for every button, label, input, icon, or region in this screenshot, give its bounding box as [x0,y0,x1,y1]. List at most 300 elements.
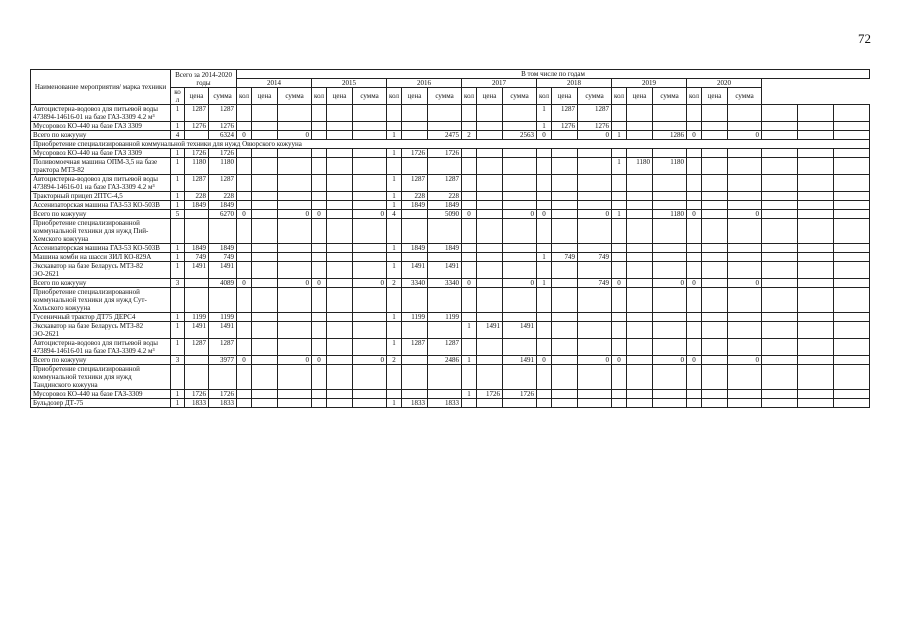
cell-qty: 1 [171,313,185,322]
cell-sum: 0 [353,356,387,365]
cell-price [185,365,209,390]
cell-sum [728,322,762,339]
cell-qty [762,158,798,175]
cell-sum [834,279,870,288]
row-name: Экскаватор на базе Беларусь МТЗ-82 ЭО-2621 [31,322,171,339]
cell-sum: 1833 [428,399,462,408]
cell-sum: 0 [503,210,537,219]
row-name: Гусеничный трактор ДТ75 ДЕРС4 [31,313,171,322]
cell-qty: 0 [687,210,702,219]
cell-price: 1180 [185,158,209,175]
cell-qty [687,288,702,313]
cell-price [702,158,728,175]
cell-price [252,210,278,219]
page-number: 72 [858,31,871,46]
cell-qty [387,365,402,390]
cell-qty [687,262,702,279]
cell-price [477,365,503,390]
cell-price [702,313,728,322]
cell-sum [728,175,762,192]
cell-qty [762,288,798,313]
cell-sum [834,219,870,244]
cell-qty: 0 [462,279,477,288]
cell-price: 1833 [402,399,428,408]
cell-qty [237,339,252,356]
header-sub-сумма: сумма [278,88,312,105]
cell-qty [762,313,798,322]
cell-qty [762,149,798,158]
header-sub-цена: цена [327,88,353,105]
cell-qty [237,313,252,322]
cell-qty [762,253,798,262]
cell-qty: 1 [171,201,185,210]
cell-qty [462,399,477,408]
table-row [31,158,870,175]
cell-price [798,399,834,408]
header-sub-кол: кол [462,88,477,105]
budget-table [30,69,870,408]
cell-sum [353,175,387,192]
cell-price [702,122,728,131]
cell-qty [612,122,627,131]
cell-price [477,279,503,288]
cell-sum [578,322,612,339]
cell-sum: 1287 [428,175,462,192]
cell-sum [428,105,462,122]
cell-sum: 0 [353,279,387,288]
cell-price [252,365,278,390]
cell-qty: 1 [171,175,185,192]
cell-price [252,253,278,262]
cell-sum: 0 [278,210,312,219]
cell-price [477,210,503,219]
row-name: Всего по кожууну [31,279,171,288]
cell-price [327,175,353,192]
cell-sum [578,313,612,322]
cell-sum: 6270 [209,210,237,219]
cell-price [627,390,653,399]
cell-price [477,122,503,131]
cell-price [627,399,653,408]
cell-price [327,339,353,356]
cell-price [798,390,834,399]
header-sub-кол: кол [171,88,185,105]
cell-price [702,322,728,339]
cell-qty [462,158,477,175]
cell-sum: 1491 [428,262,462,279]
cell-sum: 1180 [209,158,237,175]
cell-sum: 749 [209,253,237,262]
cell-qty: 2 [387,279,402,288]
cell-qty [612,149,627,158]
cell-sum [653,262,687,279]
cell-price [627,192,653,201]
cell-qty [612,365,627,390]
cell-sum [653,313,687,322]
cell-price [402,356,428,365]
cell-qty: 4 [171,131,185,140]
cell-sum [653,322,687,339]
cell-sum: 0 [503,279,537,288]
cell-sum [353,390,387,399]
cell-sum: 749 [578,253,612,262]
cell-sum [503,192,537,201]
cell-sum [353,313,387,322]
cell-price [185,131,209,140]
cell-sum: 2475 [428,131,462,140]
cell-qty: 1 [387,313,402,322]
header-total-group: Всего за 2014-2020 годы [171,70,237,88]
cell-sum [578,175,612,192]
cell-qty [687,219,702,244]
cell-qty [462,201,477,210]
cell-price [798,175,834,192]
cell-qty [612,322,627,339]
cell-sum: 1726 [209,390,237,399]
table-row [31,201,870,210]
cell-sum [353,131,387,140]
cell-sum [834,390,870,399]
cell-qty: 0 [537,131,552,140]
cell-qty [312,122,327,131]
cell-qty: 1 [537,279,552,288]
cell-qty [537,219,552,244]
cell-qty: 1 [171,192,185,201]
cell-qty [762,219,798,244]
cell-qty [537,288,552,313]
cell-qty [462,288,477,313]
cell-qty: 0 [537,356,552,365]
cell-sum: 0 [278,356,312,365]
table-row [31,131,870,140]
cell-price [185,210,209,219]
cell-price [477,149,503,158]
cell-qty [237,322,252,339]
cell-sum [728,122,762,131]
row-name: Всего по кожууну [31,356,171,365]
cell-qty [537,365,552,390]
cell-qty: 1 [387,339,402,356]
cell-sum [728,149,762,158]
cell-sum [728,253,762,262]
header-sub-цена: цена [252,88,278,105]
cell-qty [762,105,798,122]
table-row [31,122,870,131]
cell-sum: 0 [578,356,612,365]
cell-sum [728,339,762,356]
cell-sum: 1180 [653,210,687,219]
header-sub-сумма: сумма [728,88,762,105]
cell-price [477,313,503,322]
cell-qty: 2 [462,131,477,140]
cell-qty: 1 [612,158,627,175]
cell-qty [171,365,185,390]
cell-sum: 1849 [209,244,237,253]
cell-sum [834,131,870,140]
cell-sum [728,158,762,175]
cell-sum: 1491 [503,322,537,339]
cell-sum [728,192,762,201]
cell-qty [687,158,702,175]
cell-price [327,262,353,279]
cell-price [402,219,428,244]
cell-price [252,262,278,279]
cell-qty [387,322,402,339]
cell-qty [312,201,327,210]
row-name: Приобретение специализированной коммунальной техники для нужд Пий-Хемского кожууна [31,219,171,244]
cell-qty [537,313,552,322]
cell-price [477,219,503,244]
cell-price [702,339,728,356]
cell-price [702,279,728,288]
cell-sum [834,244,870,253]
cell-qty [237,390,252,399]
cell-price [552,244,578,253]
cell-sum [653,339,687,356]
cell-price [477,192,503,201]
cell-price [627,356,653,365]
cell-qty [687,149,702,158]
cell-qty [387,219,402,244]
table-row [31,322,870,339]
cell-qty [612,219,627,244]
cell-price [327,201,353,210]
header-sub-сумма: сумма [353,88,387,105]
cell-sum [728,219,762,244]
cell-price [798,339,834,356]
cell-price: 228 [185,192,209,201]
cell-sum [653,105,687,122]
cell-sum [278,399,312,408]
cell-qty: 1 [171,262,185,279]
cell-qty [462,244,477,253]
cell-price [252,322,278,339]
cell-price [477,105,503,122]
cell-sum: 0 [653,356,687,365]
cell-sum: 1287 [578,105,612,122]
cell-qty [312,262,327,279]
cell-qty [537,149,552,158]
cell-sum [278,322,312,339]
cell-qty [687,390,702,399]
cell-sum [209,365,237,390]
cell-qty [537,262,552,279]
cell-qty [312,219,327,244]
cell-sum [353,105,387,122]
cell-price [552,262,578,279]
cell-sum [428,365,462,390]
cell-price [252,390,278,399]
cell-price [327,122,353,131]
cell-qty [462,149,477,158]
cell-qty [612,175,627,192]
cell-price: 1726 [185,390,209,399]
cell-price [702,399,728,408]
table-row [31,262,870,279]
header-sub-цена: цена [477,88,503,105]
cell-qty [387,122,402,131]
cell-sum [834,322,870,339]
row-name: Всего по кожууну [31,210,171,219]
row-name: Приобретение специализированной коммунальной техники для нужд Тандинского кожууна [31,365,171,390]
cell-sum [503,122,537,131]
cell-sum: 1199 [209,313,237,322]
cell-price: 1276 [185,122,209,131]
cell-qty [237,244,252,253]
cell-sum: 0 [728,356,762,365]
cell-sum [353,365,387,390]
cell-qty: 0 [237,356,252,365]
header-year-2015: 2015 [312,79,387,88]
cell-price: 1491 [185,262,209,279]
cell-sum [278,313,312,322]
table-row [31,244,870,253]
cell-qty: 0 [687,356,702,365]
cell-price [798,262,834,279]
cell-price: 1726 [477,390,503,399]
cell-sum: 4089 [209,279,237,288]
cell-sum [353,219,387,244]
table-row [31,175,870,192]
cell-qty [762,201,798,210]
cell-qty [171,288,185,313]
cell-sum [353,122,387,131]
cell-price [798,158,834,175]
cell-sum [578,192,612,201]
cell-price [327,253,353,262]
cell-price [327,279,353,288]
cell-qty: 3 [171,356,185,365]
cell-sum [278,175,312,192]
cell-qty [537,201,552,210]
cell-sum [353,288,387,313]
table-row [31,279,870,288]
cell-sum [834,201,870,210]
table-row [31,365,870,390]
header-sub-цена: цена [185,88,209,105]
cell-qty: 1 [387,131,402,140]
cell-price [798,210,834,219]
cell-qty: 1 [537,253,552,262]
cell-price [327,313,353,322]
cell-sum [834,122,870,131]
cell-price [252,356,278,365]
cell-price [185,219,209,244]
cell-qty [312,365,327,390]
cell-price [477,244,503,253]
cell-qty [237,201,252,210]
cell-price [798,313,834,322]
cell-price [552,339,578,356]
cell-price: 1287 [552,105,578,122]
cell-price: 1726 [402,149,428,158]
cell-sum [503,201,537,210]
cell-sum [503,244,537,253]
cell-sum: 1276 [578,122,612,131]
cell-sum [353,158,387,175]
cell-qty [612,262,627,279]
cell-qty: 1 [387,244,402,253]
cell-qty [612,339,627,356]
cell-qty: 0 [237,131,252,140]
cell-price [702,105,728,122]
header-sub-цена: цена [552,88,578,105]
table-header [31,70,870,105]
cell-price [552,365,578,390]
cell-price [627,313,653,322]
cell-sum: 0 [578,131,612,140]
row-name: Автоцистерна-водовоз для питьевой воды 473894-14616-01 на базе ГАЗ-3309 4.2 м³ [31,175,171,192]
cell-qty [462,192,477,201]
cell-sum [209,219,237,244]
row-name: Тракторный прицеп 2ПТС-4,5 [31,192,171,201]
cell-price [327,399,353,408]
cell-price [627,131,653,140]
cell-price: 1180 [627,158,653,175]
cell-price [402,131,428,140]
cell-qty [537,322,552,339]
cell-price [552,210,578,219]
table-row [31,253,870,262]
cell-price [702,192,728,201]
cell-qty: 5 [171,210,185,219]
cell-price [627,253,653,262]
cell-sum [728,288,762,313]
cell-sum: 0 [278,131,312,140]
cell-price [552,158,578,175]
cell-sum [353,322,387,339]
cell-sum: 5090 [428,210,462,219]
cell-price [552,288,578,313]
cell-sum: 0 [353,210,387,219]
cell-price: 1849 [402,201,428,210]
cell-sum [578,288,612,313]
cell-qty: 1 [387,201,402,210]
cell-price [252,175,278,192]
header-sub-сумма: сумма [653,88,687,105]
table-row [31,149,870,158]
cell-sum [653,192,687,201]
cell-price [627,219,653,244]
cell-sum [353,192,387,201]
header-sub-кол: кол [237,88,252,105]
cell-price [252,219,278,244]
header-sub-сумма: сумма [503,88,537,105]
cell-sum [278,253,312,262]
section-title: Приобретение специализированной коммунальной техники для нужд Овюрского кожууна [31,140,870,149]
cell-sum [578,339,612,356]
cell-qty [687,399,702,408]
cell-sum [653,399,687,408]
cell-qty [312,322,327,339]
cell-sum [728,365,762,390]
cell-price [798,219,834,244]
cell-price [627,105,653,122]
cell-sum [503,313,537,322]
cell-qty [762,390,798,399]
cell-qty [237,399,252,408]
cell-qty: 0 [612,356,627,365]
cell-price [627,279,653,288]
cell-price [402,322,428,339]
cell-sum [278,288,312,313]
cell-sum [578,149,612,158]
cell-sum [728,399,762,408]
cell-qty [312,313,327,322]
cell-sum [428,288,462,313]
cell-price [702,253,728,262]
cell-sum: 0 [728,131,762,140]
